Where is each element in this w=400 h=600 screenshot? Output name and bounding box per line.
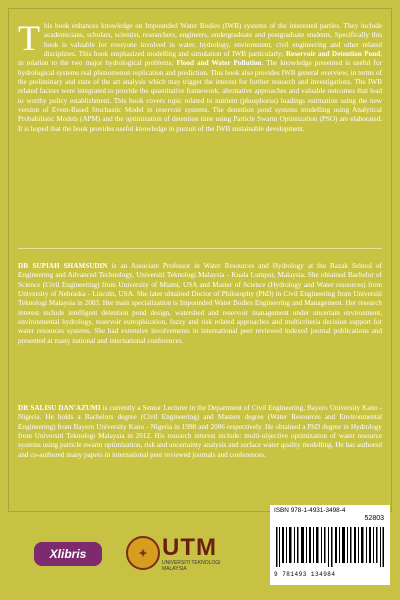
highlight-reservoir: Reservoir and Detention Pond	[285, 50, 381, 59]
barcode-box	[270, 505, 390, 585]
price-code: 52803	[364, 515, 384, 522]
author-name: DR SALISU DAN'AZUMI	[18, 404, 101, 412]
isbn-label: ISBN 978-1-4931-3498-4	[274, 507, 346, 514]
drop-cap-letter: T	[18, 18, 40, 58]
description-part1: his book enhances knowledge on Impounded Water Bodies (IWB) systems of the interested parties. They include academicians, scholars, scientist, researchers, engineers, undergraduate and postgraduate students. Specifically this book is valuable for everyone involved in water, hydrology, environment, civil engineering and other related disciplines. This book emphasized modelling and simulation of IWB particularly;	[44, 22, 382, 59]
author-bio-danazumi	[18, 404, 382, 460]
author-bio-shamsudin	[18, 262, 382, 346]
highlight-flood: Flood and Water Pollution	[176, 59, 262, 68]
utm-wordmark: UTM	[162, 534, 217, 561]
author-bio-text: is an Associate Professor in Water Resources and Hydrology at the Razak School of Engineering and Advanced Technology, Universiti Teknologi Malaysia - Kuala Lumpur, Malaysia. She obtained Bachelor of Science (Civil Engineering) from University of Miami, USA and Master of Science (Hydrology and Water resources) from University of Nebraska - Lincoln, USA. She later obtained Doctor of Philosophy (PhD) in Civil Engineering from Universiti Teknologi Malaysia in 2003. Her main specialization is Impounded Water Bodies Engineering and Management. Her research interest include intelligent detention pond design, watershed and reservoir management under uncertain environment, environmental hydrology, reservoir eutrophication, fuzzy and risk related approaches and multicriteria decision support for water resources systems. She had extensive involvements in international peer reviewed indexed journal publications and presented at many national and international conferences.	[18, 262, 382, 345]
barcode-icon	[276, 527, 384, 567]
book-description	[18, 18, 382, 134]
utm-seal-icon: ✦	[126, 536, 160, 570]
xlibris-logo: Xlibris	[34, 542, 102, 566]
description-part3: . The knowledge presented is useful for hydrological systems real phenomenon replication and prediction. This book also provides IWB general overview, in terms of the preliminary and state of the art analysis which may trigger the interest for further research and investigations. The IWB related factors were integrated to provide the quantitative framework, alternative approaches and valuable outcomes that lead to worthy policy establishment. This book covers topic related to nutrient (phosphorus) loadings estimation using the new version of Event-Based Stochastic Model in reservoir systems. The detention pond systems modelling using Analytical Probabilistic Models (APM) and the optimization of detention time using Particle Swarm Optimization (PSO) are elaborated. It is hoped that the book provides useful knowledge in pursuit of the IWB sustainable development.	[18, 59, 382, 133]
utm-logo	[126, 534, 226, 572]
barcode-number: 9 781493 134984	[274, 571, 336, 578]
description-part2: , in relation to the two major hydrological problems;	[18, 50, 382, 68]
author-name: DR SUPIAH SHAMSUDIN	[18, 262, 108, 270]
section-divider	[18, 248, 382, 249]
utm-subtitle: UNIVERSITI TEKNOLOGI MALAYSIA	[162, 560, 221, 572]
author-bio-text: is currently a Senior Lecturer in the Department of Civil Engineering, Bayero University Kano - Nigeria. He holds a Bachelors degree (Civil Engineering) and Masters degree (Water Resources and Environmental Engineering) from Bayero University Kano - Nigeria in 1998 and 2006 respectively. He obtained a PhD degree in Hydrology from Universiti Teknologi Malaysia in 2012. His research interest include: multi-objective optimization of water resource systems using particle swarm optimization, risk and uncertainty analysis and surface water quality modelling. He has authored and co-authored many papers in international peer reviewed journals and conferences.	[18, 404, 382, 459]
